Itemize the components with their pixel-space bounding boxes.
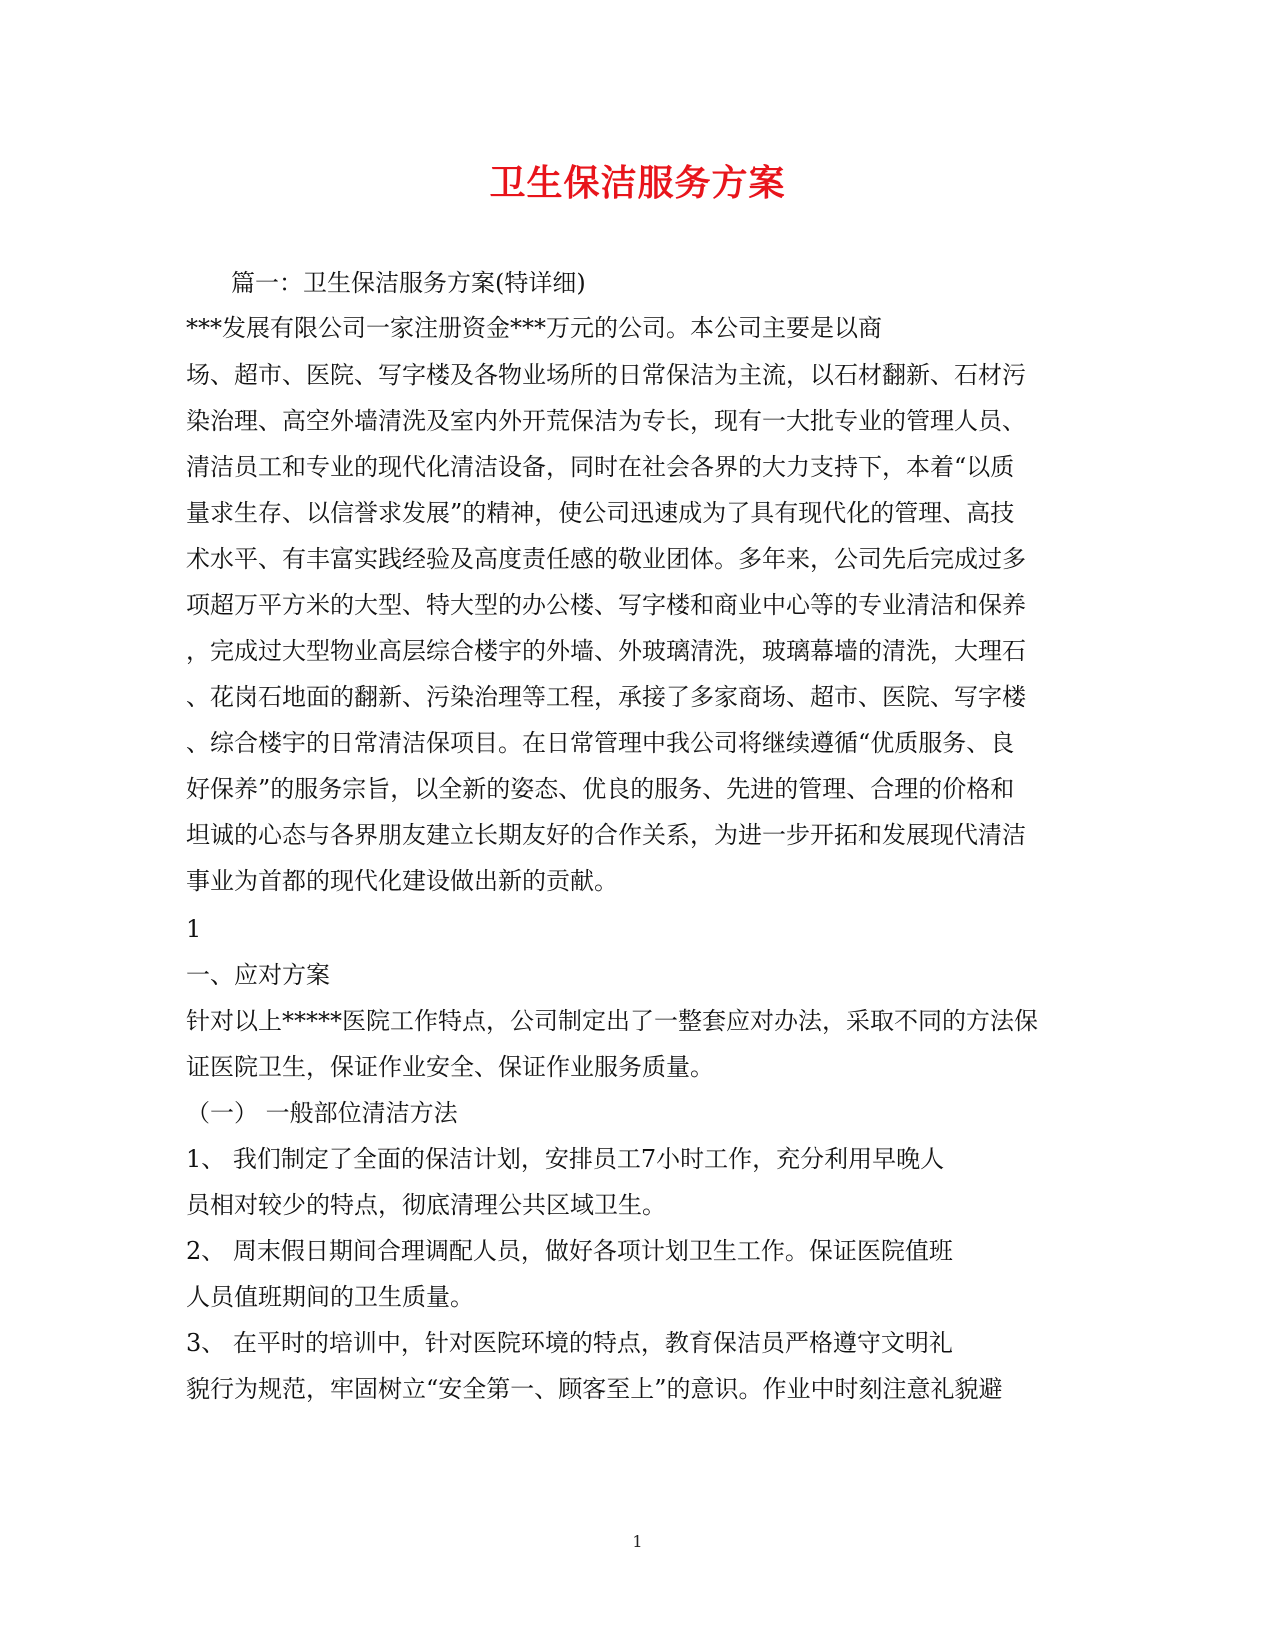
body-line: 事业为首都的现代化建设做出新的贡献。: [186, 867, 618, 895]
body-line: 清洁员工和专业的现代化清洁设备，同时在社会各界的大力支持下，本着“以质: [186, 453, 1015, 481]
body-line: 、花岗石地面的翻新、污染治理等工程，承接了多家商场、超市、医院、写字楼: [186, 683, 1026, 711]
page-number: 1: [632, 1532, 643, 1551]
list-item-2: 2、 周末假日期间合理调配人员，做好各项计划卫生工作。保证医院值班: [186, 1237, 953, 1265]
section-heading: 一、应对方案: [186, 961, 330, 989]
body-line: 证医院卫生，保证作业安全、保证作业服务质量。: [186, 1053, 714, 1081]
inline-number: 1: [186, 915, 202, 943]
section-heading-part-one: 篇一：卫生保洁服务方案(特详细): [231, 269, 586, 297]
list-item-1: 1、 我们制定了全面的保洁计划，安排员工7小时工作，充分利用早晚人: [186, 1145, 945, 1173]
list-item-3-continued: 貌行为规范，牢固树立“安全第一、顾客至上”的意识。作业中时刻注意礼貌避: [186, 1375, 1003, 1403]
list-item-2-continued: 人员值班期间的卫生质量。: [186, 1283, 474, 1311]
list-item-3: 3、 在平时的培训中，针对医院环境的特点，教育保洁员严格遵守文明礼: [186, 1329, 953, 1357]
body-line: 项超万平方米的大型、特大型的办公楼、写字楼和商业中心等的专业清洁和保养: [186, 591, 1026, 619]
body-line: ***发展有限公司一家注册资金***万元的公司。本公司主要是以商: [186, 314, 882, 342]
body-line: 针对以上*****医院工作特点，公司制定出了一整套应对办法，采取不同的方法保: [186, 1007, 1038, 1035]
body-line: 、综合楼宇的日常清洁保项目。在日常管理中我公司将继续遵循“优质服务、良: [186, 729, 1015, 757]
subsection-heading: （一） 一般部位清洁方法: [186, 1099, 458, 1127]
document-title: 卫生保洁服务方案: [489, 162, 786, 204]
body-line: 坦诚的心态与各界朋友建立长期友好的合作关系，为进一步开拓和发展现代清洁: [186, 821, 1026, 849]
body-line: 术水平、有丰富实践经验及高度责任感的敬业团体。多年来，公司先后完成过多: [186, 545, 1026, 573]
body-line: 好保养”的服务宗旨，以全新的姿态、优良的服务、先进的管理、合理的价格和: [186, 775, 1015, 803]
list-item-1-continued: 员相对较少的特点，彻底清理公共区域卫生。: [186, 1191, 666, 1219]
body-line: ，完成过大型物业高层综合楼宇的外墙、外玻璃清洗，玻璃幕墙的清洗，大理石: [186, 637, 1026, 665]
body-line: 染治理、高空外墙清洗及室内外开荒保洁为专长，现有一大批专业的管理人员、: [186, 407, 1026, 435]
body-line: 场、超市、医院、写字楼及各物业场所的日常保洁为主流，以石材翻新、石材污: [186, 361, 1026, 389]
body-line: 量求生存、以信誉求发展”的精神，使公司迅速成为了具有现代化的管理、高技: [186, 499, 1015, 527]
